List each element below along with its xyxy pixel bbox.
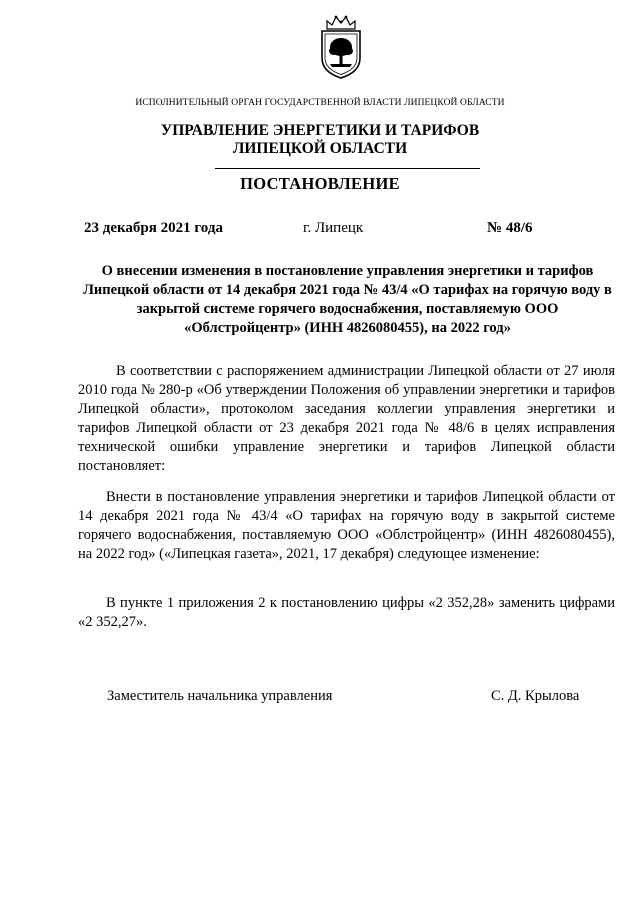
department-name <box>0 122 640 158</box>
signatory-role: Заместитель начальника управления <box>107 688 333 704</box>
coat-of-arms-icon <box>318 14 364 80</box>
issuing-authority: ИСПОЛНИТЕЛЬНЫЙ ОРГАН ГОСУДАРСТВЕННОЙ ВЛАСТИ ЛИПЕЦКОЙ ОБЛАСТИ <box>135 98 505 108</box>
decree-subject: О внесении изменения в постановление управления энергетики и тарифов Липецкой области от 14 декабря 2021 года № 43/4 «О тарифах на горячую воду в закрытой системе горячего водоснабжения, поставляемую ООО «Облстройцентр» (ИНН 4826080455), на 2022 год» <box>83 263 612 336</box>
header-divider <box>215 168 480 169</box>
body-paragraph-3: В пункте 1 приложения 2 к постановлению цифры «2 352,28» заменить цифрами «2 352,27». <box>78 595 615 630</box>
body-paragraph-2: Внести в постановление управления энергетики и тарифов Липецкой области от 14 декабря 2021 года № 43/4 «О тарифах на горячую воду в закрытой системе горячего водоснабжения, поставляемую ООО «Облстройцентр» (ИНН 4826080455), на 2022 год» («Липецкая газета», 2021, 17 декабря) следующее изменение: <box>78 489 615 562</box>
department-line-1: УПРАВЛЕНИЕ ЭНЕРГЕТИКИ И ТАРИФОВ <box>160 122 480 139</box>
decree-number: № 48/6 <box>487 220 533 236</box>
document-type: ПОСТАНОВЛЕНИЕ <box>240 174 400 193</box>
decree-date: 23 декабря 2021 года <box>84 220 223 236</box>
signatory-name: С. Д. Крылова <box>491 688 580 704</box>
body-paragraph-1: В соответствии с распоряжением администрации Липецкой области от 27 июля 2010 года № 280-р «Об утверждении Положения об управлении энергетики и тарифов Липецкой области», протоколом заседания коллегии управления энергетики и тарифов Липецкой области от 23 декабря 2021 года № 48/6 в целях исправления технической ошибки управление энергетики и тарифов Липецкой области постановляет: <box>78 363 615 474</box>
decree-place: г. Липецк <box>303 220 364 236</box>
department-line-2: ЛИПЕЦКОЙ ОБЛАСТИ <box>232 140 408 157</box>
